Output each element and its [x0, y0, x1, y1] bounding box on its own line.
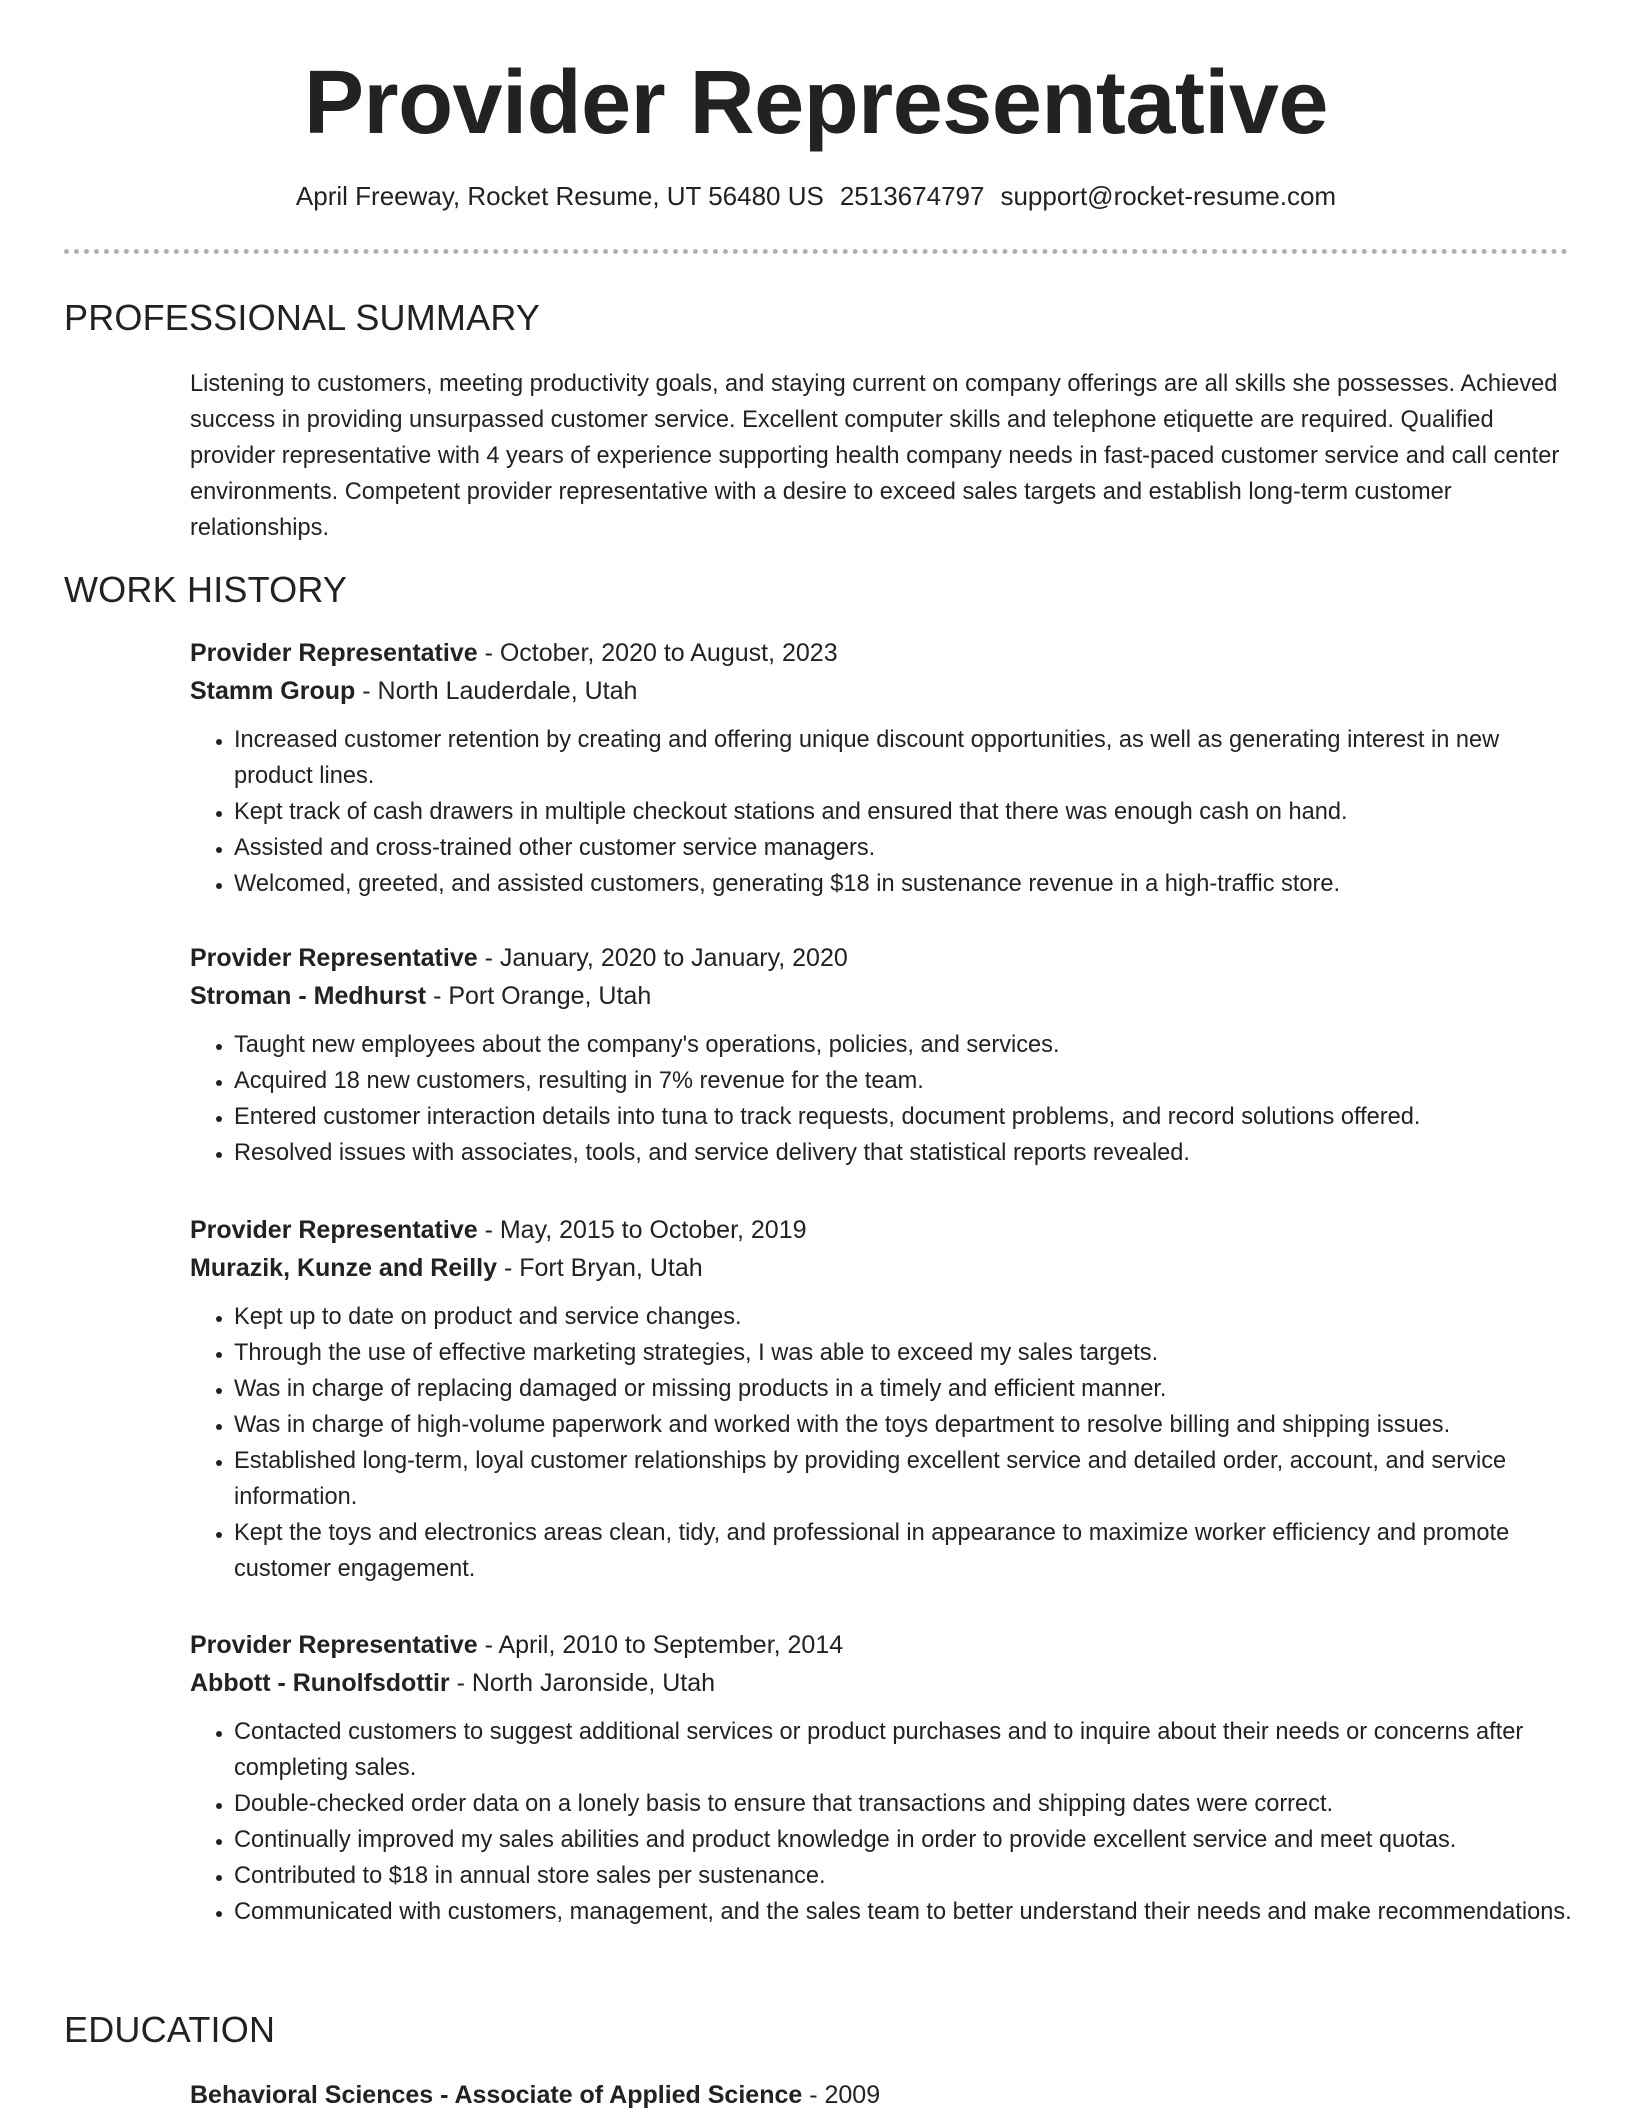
- job-bullet: • Entered customer interaction details into tuna to track requests, document problems, and record solutions offered.: [234, 1099, 1580, 1135]
- job-bullet: • Was in charge of replacing damaged or missing products in a timely and efficient manner.: [234, 1371, 1580, 1407]
- job-role: Provider Representative: [190, 639, 478, 667]
- job-bullet: • Welcomed, greeted, and assisted customers, generating $18 in sustenance revenue in a high-traffic store.: [234, 866, 1580, 902]
- job-company-line: [190, 672, 1580, 710]
- job-location: - Fort Bryan, Utah: [497, 1254, 703, 1282]
- job-bullet-list: [190, 722, 1580, 902]
- job-entry: [190, 634, 1580, 902]
- job-company: Stroman - Medhurst: [190, 982, 427, 1010]
- job-bullet: • Kept track of cash drawers in multiple checkout stations and ensured that there was enough cash on hand.: [234, 794, 1580, 830]
- contact-line: [0, 180, 1632, 214]
- job-company: Murazik, Kunze and Reilly: [190, 1254, 498, 1282]
- job-bullet: • Communicated with customers, management, and the sales team to better understand their needs and make recommendations.: [234, 1894, 1580, 1930]
- job-bullet: • Acquired 18 new customers, resulting in 7% revenue for the team.: [234, 1063, 1580, 1099]
- contact-address: April Freeway, Rocket Resume, UT 56480 US: [295, 181, 824, 211]
- job-bullet: • Through the use of effective marketing strategies, I was able to exceed my sales targets.: [234, 1335, 1580, 1371]
- job-bullet: • Increased customer retention by creating and offering unique discount opportunities, as well as generating interest in new product lines.: [234, 722, 1580, 794]
- job-bullet: • Established long-term, loyal customer relationships by providing excellent service and detailed order, account, and service information.: [234, 1443, 1580, 1515]
- job-bullet: • Kept the toys and electronics areas clean, tidy, and professional in appearance to maximize worker efficiency and promote customer engagement.: [234, 1515, 1580, 1587]
- education-degree: Behavioral Sciences - Associate of Applied Science: [190, 2081, 803, 2109]
- summary-text: Listening to customers, meeting productivity goals, and staying current on company offerings are all skills she possesses. Achieved success in providing unsurpassed customer service. Excellent computer skills and telephone etiquette are required. Qualified provider representative with 4 years of experience supporting health company needs in fast-paced customer service and call center environments. Competent provider representative with a desire to exceed sales targets and establish long-term customer relationships.: [190, 371, 1560, 541]
- header-divider: [64, 249, 1568, 254]
- summary-heading: PROFESSIONAL SUMMARY: [64, 297, 541, 338]
- job-company: Abbott - Runolfsdottir: [190, 1669, 450, 1697]
- job-role: Provider Representative: [190, 1631, 478, 1659]
- job-bullet: • Taught new employees about the company's operations, policies, and services.: [234, 1027, 1580, 1063]
- job-location: - North Jaronside, Utah: [449, 1669, 716, 1697]
- job-bullet: • Assisted and cross-trained other customer service managers.: [234, 830, 1580, 866]
- job-dates: - May, 2015 to October, 2019: [477, 1216, 807, 1244]
- job-entry: [190, 1626, 1580, 1930]
- job-title-line: [190, 1626, 1580, 1664]
- job-role: Provider Representative: [190, 1216, 478, 1244]
- job-dates: - October, 2020 to August, 2023: [477, 639, 838, 667]
- job-company-line: [190, 977, 1580, 1015]
- job-dates: - January, 2020 to January, 2020: [477, 944, 848, 972]
- job-entry: [190, 939, 1580, 1171]
- contact-email: support@rocket-resume.com: [1000, 181, 1337, 211]
- job-title-line: [190, 1211, 1580, 1249]
- job-title-line: [190, 939, 1580, 977]
- candidate-name: Provider Representative: [304, 53, 1328, 153]
- job-bullet-list: [190, 1027, 1580, 1171]
- job-role: Provider Representative: [190, 944, 478, 972]
- education-heading: EDUCATION: [64, 2009, 276, 2050]
- job-bullet: • Continually improved my sales abilities and product knowledge in order to provide excellent service and meet quotas.: [234, 1822, 1580, 1858]
- job-company: Stamm Group: [190, 677, 356, 705]
- job-bullet-list: [190, 1714, 1580, 1930]
- job-bullet: • Contacted customers to suggest additional services or product purchases and to inquire about their needs or concerns after completing sales.: [234, 1714, 1580, 1786]
- job-dates: - April, 2010 to September, 2014: [477, 1631, 844, 1659]
- job-company-line: [190, 1664, 1580, 1702]
- work-history-heading: WORK HISTORY: [64, 569, 348, 610]
- education-entry: [190, 2076, 880, 2114]
- job-bullet: • Kept up to date on product and service changes.: [234, 1299, 1580, 1335]
- job-location: - Port Orange, Utah: [426, 982, 652, 1010]
- job-bullet: • Resolved issues with associates, tools, and service delivery that statistical reports revealed.: [234, 1135, 1580, 1171]
- education-year: - 2009: [802, 2081, 881, 2109]
- job-entry: [190, 1211, 1580, 1587]
- job-bullet-list: [190, 1299, 1580, 1587]
- job-location: - North Lauderdale, Utah: [355, 677, 638, 705]
- contact-phone: 2513674797: [839, 181, 985, 211]
- job-bullet: • Contributed to $18 in annual store sales per sustenance.: [234, 1858, 1580, 1894]
- job-bullet: • Double-checked order data on a lonely basis to ensure that transactions and shipping dates were correct.: [234, 1786, 1580, 1822]
- job-title-line: [190, 634, 1580, 672]
- job-bullet: • Was in charge of high-volume paperwork and worked with the toys department to resolve billing and shipping issues.: [234, 1407, 1580, 1443]
- job-company-line: [190, 1249, 1580, 1287]
